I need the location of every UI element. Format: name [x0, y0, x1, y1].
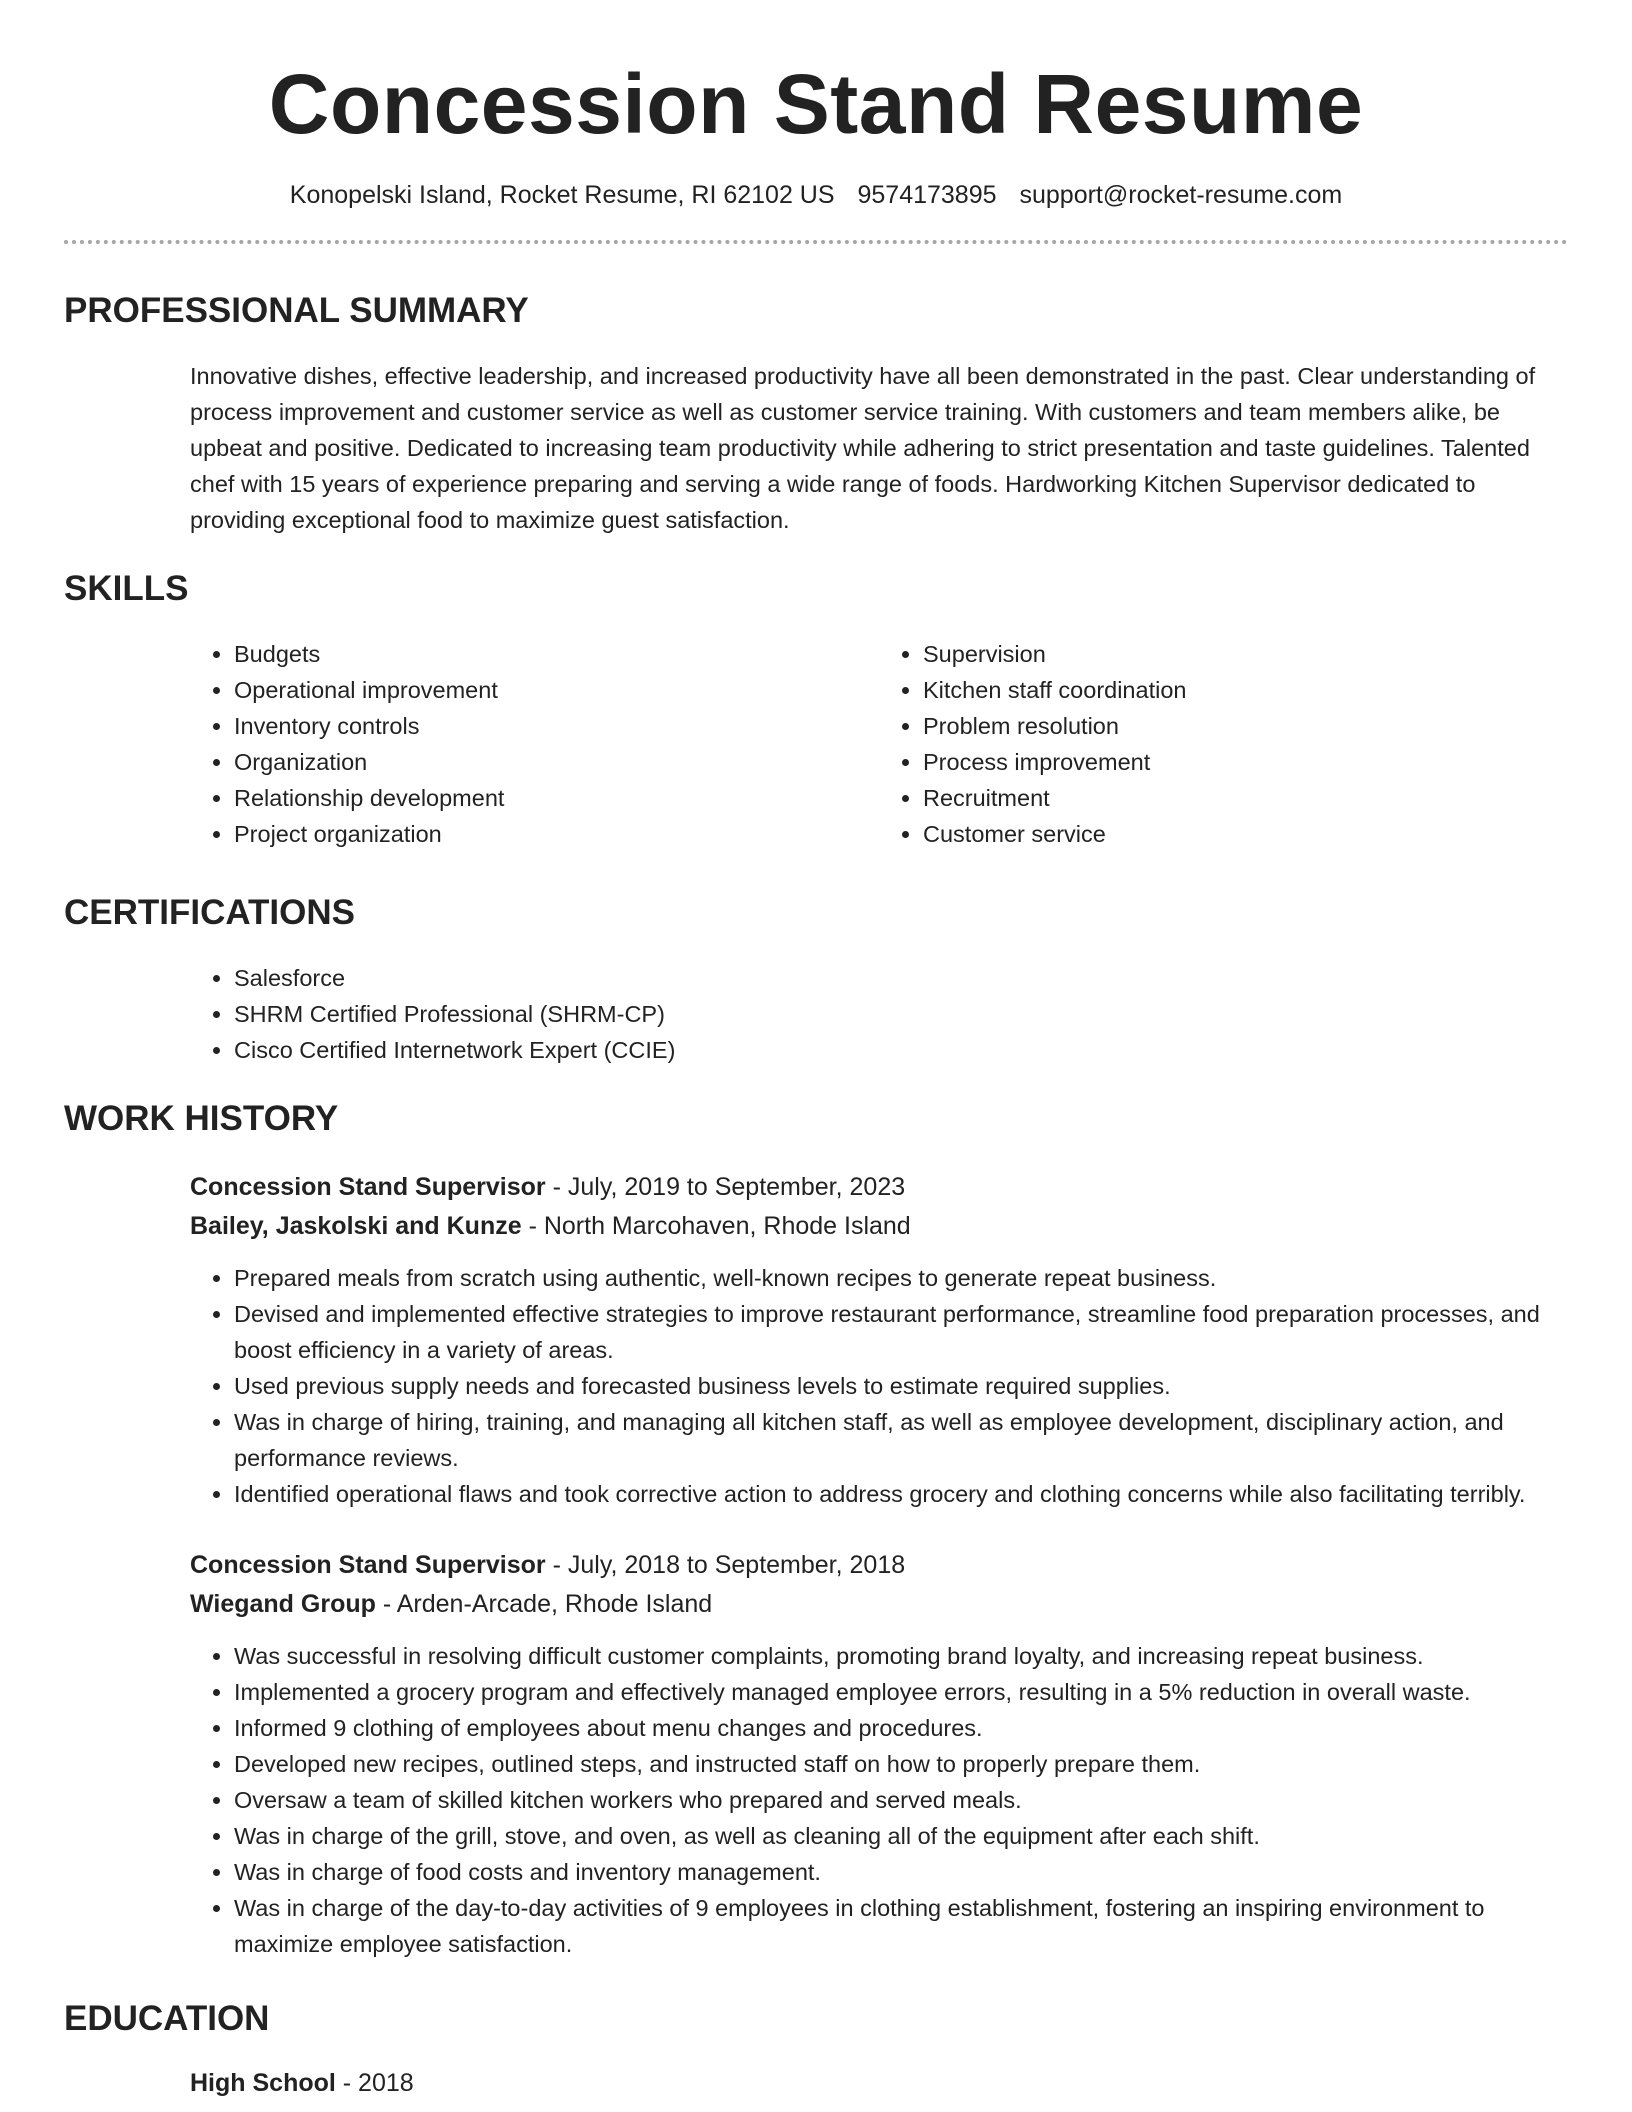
- work-history-heading: WORK HISTORY: [64, 1099, 339, 1139]
- skill-item: • Project organization: [234, 816, 879, 852]
- skills-list: [190, 636, 1568, 852]
- certifications-heading: CERTIFICATIONS: [64, 893, 356, 933]
- summary-text: Innovative dishes, effective leadership, and increased productivity have all been demonstrated in the past. Clear understanding of process improvement and customer service as well as customer service training. With customers and team members alike, be upbeat and positive. Dedicated to increasing team productivity while adhering to strict presentation and taste guidelines. Talented chef with 15 years of experience preparing and serving a wide range of foods. Hardworking Kitchen Supervisor dedicated to providing exceptional food to maximize guest satisfaction.: [190, 363, 1536, 534]
- certification-item: • Cisco Certified Internetwork Expert (CCIE): [234, 1032, 1568, 1068]
- job-company: Bailey, Jaskolski and Kunze: [190, 1212, 522, 1241]
- contact-address: Konopelski Island, Rocket Resume, RI 62102 US: [289, 181, 835, 210]
- job-company-line: [190, 1585, 1568, 1624]
- job-bullet: • Was in charge of the grill, stove, and oven, as well as cleaning all of the equipment after each shift.: [234, 1818, 1568, 1854]
- job-company: Wiegand Group: [190, 1590, 376, 1619]
- contact-email[interactable]: support@rocket-resume.com: [1019, 181, 1343, 210]
- job-entry: [190, 1546, 1568, 1962]
- resume-title: Concession Stand Resume: [268, 57, 1364, 151]
- job-bullet: • Identified operational flaws and took corrective action to address grocery and clothing concerns while also facilitating terribly.: [234, 1476, 1568, 1512]
- skill-item: • Budgets: [234, 636, 879, 672]
- summary-heading: PROFESSIONAL SUMMARY: [64, 291, 529, 331]
- job-bullet: • Devised and implemented effective strategies to improve restaurant performance, streamline food preparation processes, and boost efficiency in a variety of areas.: [234, 1296, 1568, 1368]
- skill-item: • Inventory controls: [234, 708, 879, 744]
- contact-phone: 9574173895: [857, 181, 997, 210]
- job-bullet: • Was in charge of food costs and inventory management.: [234, 1854, 1568, 1890]
- skill-item: • Customer service: [923, 816, 1568, 852]
- job-bullets: [190, 1638, 1568, 1962]
- job-bullet: • Developed new recipes, outlined steps, and instructed staff on how to properly prepare them.: [234, 1746, 1568, 1782]
- certification-item: • SHRM Certified Professional (SHRM-CP): [234, 996, 1568, 1032]
- job-bullet: • Informed 9 clothing of employees about menu changes and procedures.: [234, 1710, 1568, 1746]
- skill-item: • Recruitment: [923, 780, 1568, 816]
- job-role: Concession Stand Supervisor: [190, 1551, 546, 1580]
- job-bullet: • Was in charge of hiring, training, and managing all kitchen staff, as well as employee development, disciplinary action, and performance reviews.: [234, 1404, 1568, 1476]
- job-bullet: • Was in charge of the day-to-day activities of 9 employees in clothing establishment, fostering an inspiring environment to maximize employee satisfaction.: [234, 1890, 1568, 1962]
- certifications-list: [190, 960, 1568, 1068]
- job-location: - North Marcohaven, Rhode Island: [521, 1212, 911, 1241]
- job-entry: [190, 1168, 1568, 1512]
- education-heading: EDUCATION: [64, 1999, 270, 2039]
- job-bullet: • Implemented a grocery program and effectively managed employee errors, resulting in a 5% reduction in overall waste.: [234, 1674, 1568, 1710]
- certification-item: • Salesforce: [234, 960, 1568, 996]
- skills-column-right: [879, 636, 1568, 852]
- education-year: - 2018: [335, 2069, 414, 2098]
- job-location: - Arden-Arcade, Rhode Island: [375, 1590, 713, 1619]
- job-bullet: • Was successful in resolving difficult customer complaints, promoting brand loyalty, and increasing repeat business.: [234, 1638, 1568, 1674]
- skill-item: • Supervision: [923, 636, 1568, 672]
- job-role: Concession Stand Supervisor: [190, 1173, 546, 1202]
- job-dates: - July, 2018 to September, 2018: [545, 1551, 906, 1580]
- education-degree: High School: [190, 2069, 336, 2098]
- skill-item: • Process improvement: [923, 744, 1568, 780]
- skill-item: • Organization: [234, 744, 879, 780]
- skill-item: • Problem resolution: [923, 708, 1568, 744]
- job-bullets: [190, 1260, 1568, 1512]
- header-divider: [64, 240, 1568, 244]
- contact-info: [64, 180, 1568, 210]
- skill-item: • Relationship development: [234, 780, 879, 816]
- education-entry: [190, 2064, 1568, 2103]
- skill-item: • Kitchen staff coordination: [923, 672, 1568, 708]
- job-bullet: • Prepared meals from scratch using authentic, well-known recipes to generate repeat business.: [234, 1260, 1568, 1296]
- job-title-line: [190, 1546, 1568, 1585]
- job-bullet: • Oversaw a team of skilled kitchen workers who prepared and served meals.: [234, 1782, 1568, 1818]
- job-title-line: [190, 1168, 1568, 1207]
- job-bullet: • Used previous supply needs and forecasted business levels to estimate required supplies.: [234, 1368, 1568, 1404]
- skill-item: • Operational improvement: [234, 672, 879, 708]
- skills-heading: SKILLS: [64, 569, 189, 609]
- job-dates: - July, 2019 to September, 2023: [545, 1173, 906, 1202]
- skills-column-left: [190, 636, 879, 852]
- job-company-line: [190, 1207, 1568, 1246]
